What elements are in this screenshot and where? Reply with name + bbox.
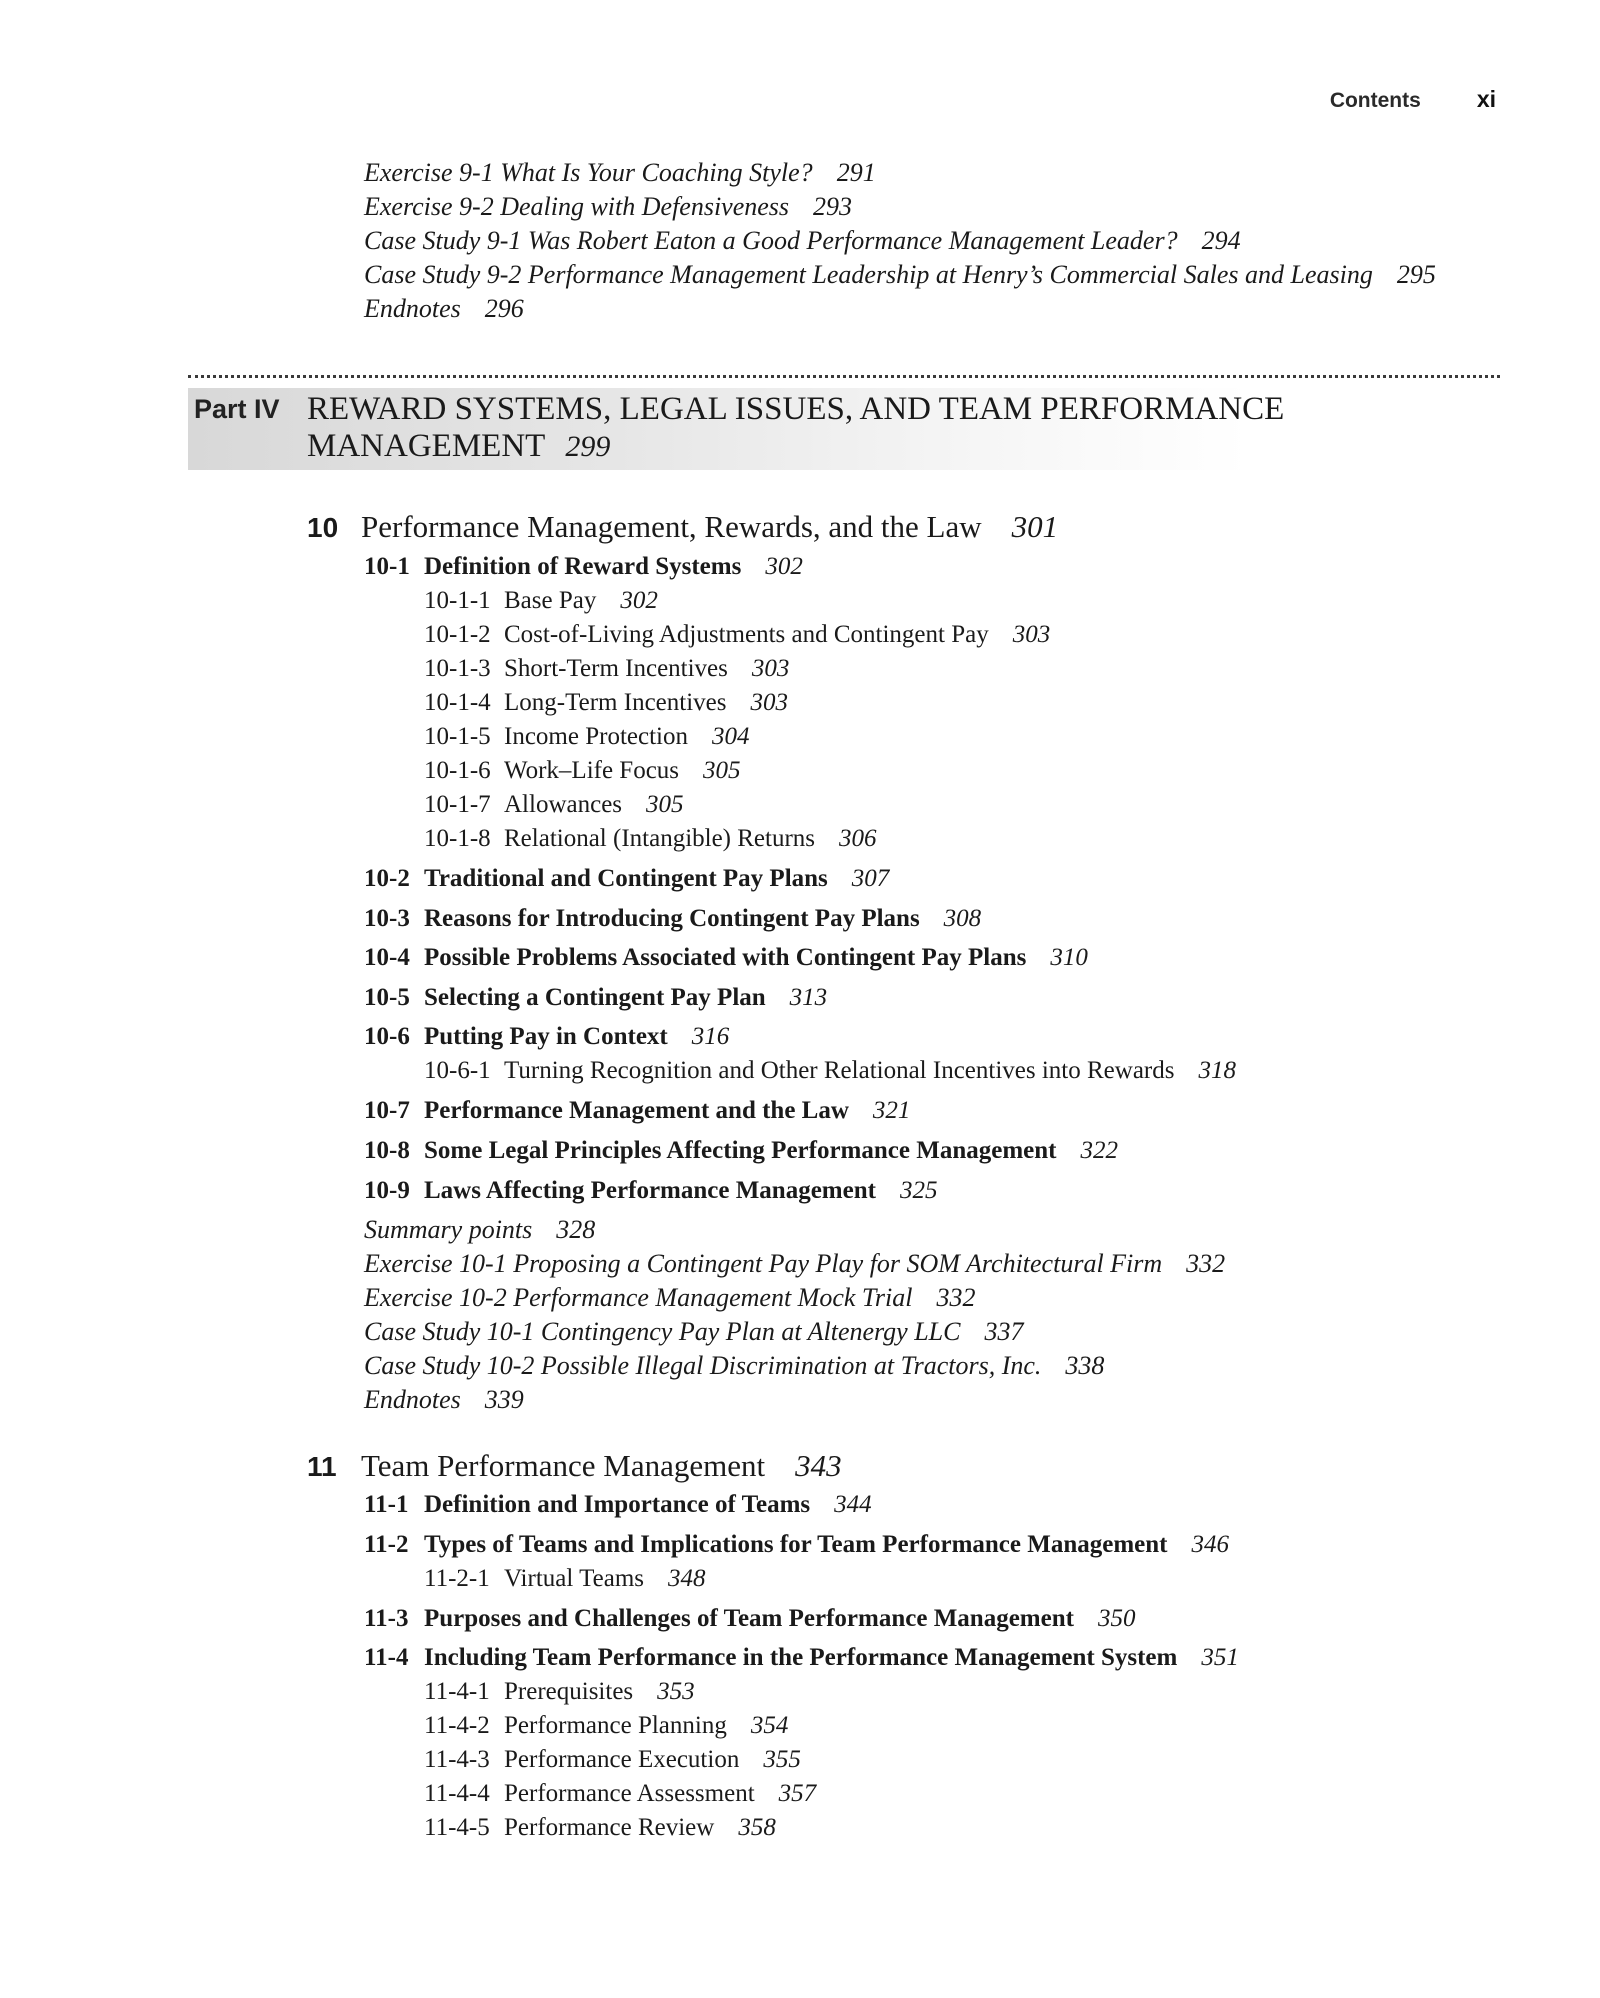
section-page: 308 xyxy=(943,905,982,932)
toc-subsection[interactable] xyxy=(424,1747,801,1772)
toc-entry-page: 293 xyxy=(813,192,853,221)
section-title: Laws Affecting Performance Management xyxy=(424,1177,876,1204)
section-title: Possible Problems Associated with Contingent Pay Plans xyxy=(424,944,1027,971)
subsection-title: Performance Review xyxy=(504,1814,715,1841)
subsection-page: 357 xyxy=(778,1780,817,1807)
toc-entry-title: Exercise 9-2 Dealing with Defensiveness xyxy=(364,192,790,221)
subsection-page: 303 xyxy=(750,689,788,716)
toc-entry-title: Endnotes xyxy=(364,1385,461,1414)
section-number: 10-4 xyxy=(364,944,410,971)
subsection-title: Performance Execution xyxy=(504,1746,740,1773)
subsection-number: 11-2-1 xyxy=(424,1565,490,1592)
toc-entry-case-study[interactable] xyxy=(364,1353,1104,1379)
subsection-number: 11-4-1 xyxy=(424,1678,490,1705)
section-title: Including Team Performance in the Performance Management System xyxy=(424,1644,1178,1671)
page-number: xi xyxy=(1476,86,1496,112)
toc-subsection[interactable] xyxy=(424,792,684,817)
chapter-number: 10 xyxy=(307,512,339,543)
subsection-number: 11-4-3 xyxy=(424,1746,490,1773)
toc-section[interactable] xyxy=(364,906,981,931)
toc-section[interactable] xyxy=(364,1492,872,1517)
toc-section[interactable] xyxy=(364,945,1088,970)
section-number: 11-1 xyxy=(364,1491,409,1518)
toc-subsection[interactable] xyxy=(424,588,658,613)
toc-subsection[interactable] xyxy=(424,1566,706,1591)
toc-entry-page: 296 xyxy=(484,294,524,323)
running-header-label: Contents xyxy=(1329,89,1421,112)
chapter-heading[interactable] xyxy=(307,511,1058,542)
toc-entry-endnotes[interactable] xyxy=(364,1387,524,1413)
section-page: 307 xyxy=(851,865,890,892)
subsection-page: 305 xyxy=(646,791,684,818)
toc-entry-exercise[interactable] xyxy=(364,1251,1225,1277)
subsection-page: 304 xyxy=(711,723,750,750)
section-title: Types of Teams and Implications for Team Performance Management xyxy=(424,1531,1168,1558)
toc-entry-title: Case Study 9-2 Performance Management Leadership at Henry’s Commercial Sales and Leasing xyxy=(364,260,1373,289)
toc-entry-page: 332 xyxy=(936,1283,976,1312)
toc-entry-case-study[interactable] xyxy=(364,262,1436,288)
toc-section[interactable] xyxy=(364,866,889,891)
toc-entry-title: Exercise 10-2 Performance Management Mock Trial xyxy=(364,1283,913,1312)
subsection-title: Income Protection xyxy=(504,723,688,750)
subsection-title: Prerequisites xyxy=(504,1678,634,1705)
toc-entry-exercise[interactable] xyxy=(364,160,876,186)
toc-section[interactable] xyxy=(364,1098,910,1123)
toc-entry-title: Exercise 10-1 Proposing a Contingent Pay Play for SOM Architectural Firm xyxy=(364,1249,1163,1278)
section-number: 10-7 xyxy=(364,1097,410,1124)
subsection-title: Base Pay xyxy=(504,587,597,614)
chapter-page: 343 xyxy=(795,1448,842,1483)
toc-subsection[interactable] xyxy=(424,622,1050,647)
part-title-line-1[interactable]: REWARD SYSTEMS, LEGAL ISSUES, AND TEAM PERFORMANCE xyxy=(307,391,1285,427)
section-number: 10-3 xyxy=(364,905,410,932)
subsection-number: 10-1-7 xyxy=(424,791,491,818)
toc-subsection[interactable] xyxy=(424,1679,695,1704)
toc-section[interactable] xyxy=(364,1138,1118,1163)
toc-section[interactable] xyxy=(364,1606,1135,1631)
toc-section[interactable] xyxy=(364,1532,1229,1557)
toc-entry-page: 294 xyxy=(1201,226,1241,255)
subsection-number: 10-1-1 xyxy=(424,587,491,614)
section-page: 310 xyxy=(1050,944,1088,971)
toc-entry-page: 339 xyxy=(484,1385,524,1414)
part-label: Part IV xyxy=(194,394,280,424)
toc-section[interactable] xyxy=(364,1645,1239,1670)
section-page: 344 xyxy=(834,1491,872,1518)
toc-subsection[interactable] xyxy=(424,656,789,681)
section-page: 302 xyxy=(765,553,803,580)
section-number: 11-3 xyxy=(364,1605,409,1632)
toc-entry-exercise[interactable] xyxy=(364,194,852,220)
section-number: 11-4 xyxy=(364,1644,409,1671)
subsection-number: 10-1-2 xyxy=(424,621,491,648)
toc-entry-case-study[interactable] xyxy=(364,228,1241,254)
chapter-heading[interactable] xyxy=(307,1450,842,1481)
subsection-title: Performance Planning xyxy=(504,1712,727,1739)
toc-subsection[interactable] xyxy=(424,1815,776,1840)
subsection-page: 353 xyxy=(657,1678,695,1705)
subsection-page: 303 xyxy=(751,655,790,682)
part-title-text: MANAGEMENT xyxy=(307,428,546,464)
section-page: 350 xyxy=(1097,1605,1136,1632)
toc-entry-title: Case Study 10-1 Contingency Pay Plan at Altenergy LLC xyxy=(364,1317,961,1346)
section-title: Reasons for Introducing Contingent Pay Plans xyxy=(424,905,920,932)
chapter-title: Performance Management, Rewards, and the Law xyxy=(361,509,982,544)
section-title: Definition of Reward Systems xyxy=(424,553,742,580)
toc-section[interactable] xyxy=(364,554,803,579)
toc-subsection[interactable] xyxy=(424,826,877,851)
section-number: 10-6 xyxy=(364,1023,410,1050)
subsection-page: 354 xyxy=(750,1712,789,1739)
toc-subsection[interactable] xyxy=(424,758,741,783)
section-title: Selecting a Contingent Pay Plan xyxy=(424,984,766,1011)
subsection-page: 306 xyxy=(839,825,877,852)
toc-subsection[interactable] xyxy=(424,690,788,715)
part-divider-rule xyxy=(188,375,1500,378)
subsection-page: 358 xyxy=(738,1814,776,1841)
subsection-page: 348 xyxy=(668,1565,706,1592)
subsection-number: 10-1-5 xyxy=(424,723,491,750)
subsection-number: 10-1-4 xyxy=(424,689,491,716)
section-number: 11-2 xyxy=(364,1531,409,1558)
toc-entry-title: Case Study 9-1 Was Robert Eaton a Good Performance Management Leader? xyxy=(364,226,1178,255)
section-page: 313 xyxy=(789,984,828,1011)
section-page: 316 xyxy=(691,1023,730,1050)
toc-subsection[interactable] xyxy=(424,1781,816,1806)
section-number: 10-8 xyxy=(364,1137,410,1164)
toc-entry-title: Summary points xyxy=(364,1215,533,1244)
toc-entry-endnotes[interactable] xyxy=(364,296,524,322)
toc-section[interactable] xyxy=(364,1024,729,1049)
toc-entry-page: 337 xyxy=(984,1317,1024,1346)
part-page: 299 xyxy=(565,430,611,463)
subsection-title: Short-Term Incentives xyxy=(504,655,728,682)
subsection-number: 10-1-6 xyxy=(424,757,491,784)
section-number: 10-5 xyxy=(364,984,410,1011)
subsection-page: 318 xyxy=(1198,1057,1236,1084)
subsection-page: 302 xyxy=(620,587,658,614)
subsection-title: Long-Term Incentives xyxy=(504,689,727,716)
section-page: 346 xyxy=(1191,1531,1229,1558)
toc-subsection[interactable] xyxy=(424,1713,788,1738)
toc-entry-title: Endnotes xyxy=(364,294,461,323)
section-title: Some Legal Principles Affecting Performance Management xyxy=(424,1137,1057,1164)
section-page: 325 xyxy=(899,1177,938,1204)
toc-section[interactable] xyxy=(364,985,827,1010)
running-header xyxy=(1330,86,1496,113)
toc-entry-page: 332 xyxy=(1186,1249,1226,1278)
section-title: Putting Pay in Context xyxy=(424,1023,668,1050)
section-title: Purposes and Challenges of Team Performance Management xyxy=(424,1605,1074,1632)
subsection-title: Cost-of-Living Adjustments and Contingent Pay xyxy=(504,621,989,648)
subsection-page: 305 xyxy=(703,757,741,784)
subsection-number: 10-6-1 xyxy=(424,1057,491,1084)
chapter-page: 301 xyxy=(1011,509,1059,544)
section-number: 10-2 xyxy=(364,865,410,892)
subsection-title: Performance Assessment xyxy=(504,1780,755,1807)
subsection-title: Virtual Teams xyxy=(504,1565,645,1592)
section-page: 351 xyxy=(1201,1644,1239,1671)
section-title: Traditional and Contingent Pay Plans xyxy=(424,865,828,892)
toc-entry-case-study[interactable] xyxy=(364,1319,1023,1345)
subsection-number: 11-4-5 xyxy=(424,1814,490,1841)
toc-subsection[interactable] xyxy=(424,1058,1236,1083)
subsection-number: 10-1-3 xyxy=(424,655,491,682)
chapter-title: Team Performance Management xyxy=(361,1448,766,1483)
chapter-number: 11 xyxy=(307,1451,337,1482)
section-title: Definition and Importance of Teams xyxy=(424,1491,811,1518)
subsection-title: Turning Recognition and Other Relational Incentives into Rewards xyxy=(504,1057,1175,1084)
subsection-title: Allowances xyxy=(504,791,623,818)
section-number: 10-1 xyxy=(364,553,410,580)
subsection-title: Work–Life Focus xyxy=(504,757,680,784)
toc-entry-page: 295 xyxy=(1396,260,1436,289)
subsection-number: 11-4-2 xyxy=(424,1712,490,1739)
toc-subsection[interactable] xyxy=(424,724,749,749)
toc-entry-page: 291 xyxy=(836,158,876,187)
section-page: 321 xyxy=(872,1097,911,1124)
subsection-page: 355 xyxy=(763,1746,801,1773)
section-number: 10-9 xyxy=(364,1177,410,1204)
section-title: Performance Management and the Law xyxy=(424,1097,849,1124)
toc-entry-page: 328 xyxy=(556,1215,596,1244)
subsection-title: Relational (Intangible) Returns xyxy=(504,825,816,852)
part-title-line-2[interactable] xyxy=(307,430,610,463)
toc-section[interactable] xyxy=(364,1178,937,1203)
toc-entry-page: 338 xyxy=(1065,1351,1105,1380)
section-page: 322 xyxy=(1080,1137,1118,1164)
subsection-page: 303 xyxy=(1012,621,1051,648)
toc-entry-title: Exercise 9-1 What Is Your Coaching Style? xyxy=(364,158,813,187)
subsection-number: 11-4-4 xyxy=(424,1780,490,1807)
toc-entry-title: Case Study 10-2 Possible Illegal Discrimination at Tractors, Inc. xyxy=(364,1351,1042,1380)
subsection-number: 10-1-8 xyxy=(424,825,491,852)
toc-entry-exercise[interactable] xyxy=(364,1285,976,1311)
toc-entry-summary[interactable] xyxy=(364,1217,595,1243)
